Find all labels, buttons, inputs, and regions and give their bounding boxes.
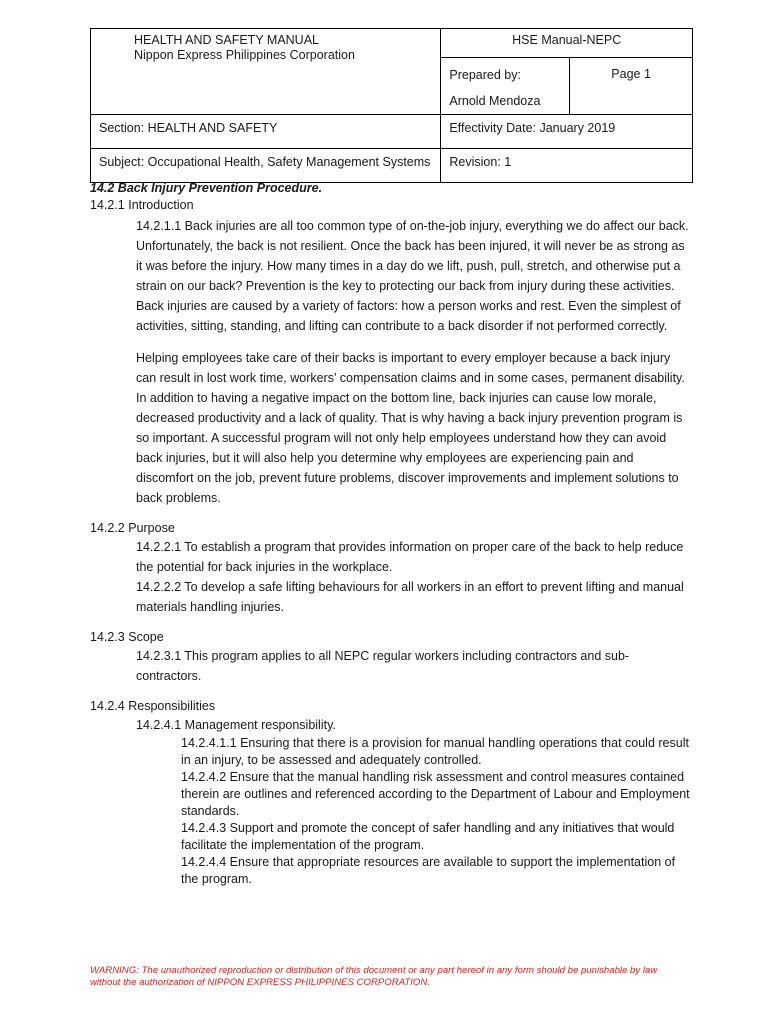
effectivity-cell <box>441 115 693 149</box>
section-title: 14.2 Back Injury Prevention Procedure. <box>90 181 323 195</box>
scope-item-1: 14.2.3.1 This program applies to all NEPC regular workers including contractors and sub-contractors. <box>136 649 630 683</box>
prepared-by-name: Arnold Mendoza <box>449 94 541 108</box>
prepared-by-cell <box>441 58 570 115</box>
section-cell <box>91 115 441 149</box>
management-responsibility: 14.2.4.1 Management responsibility. <box>136 718 336 732</box>
company-name: Nippon Express Philippines Corporation <box>134 48 355 62</box>
document-body <box>90 180 690 888</box>
title-cell <box>91 29 441 115</box>
responsibilities-heading: 14.2.4 Responsibilities <box>90 699 216 713</box>
manual-title: HEALTH AND SAFETY MANUAL <box>134 33 319 47</box>
subject-label: Subject: Occupational Health, Safety Management Systems <box>99 155 431 169</box>
responsibility-item-4: 14.2.4.4 Ensure that appropriate resources are available to support the implementation of the program. <box>181 855 676 886</box>
page-number: Page 1 <box>611 67 651 81</box>
intro-heading: 14.2.1 Introduction <box>90 198 194 212</box>
revision-label: Revision: 1 <box>449 155 512 169</box>
intro-paragraph-2: Helping employees take care of their backs is important to every employer because a back injury can result in lost work time, workers’ compensation claims and in some cases, permanent disability. In addition to having a negative impact on the bottom line, back injuries can cause low morale, decreased productivity and a lack of quality. That is why having a back injury prevention program is so important. A successful program will not only help employees understand how they can avoid back injuries, but it will also help you determine why employees are experiencing pain and discomfort on the job, prevent future problems, discover improvements and implement solutions to back problems. <box>136 351 685 505</box>
doc-code: HSE Manual-NEPC <box>512 33 622 47</box>
scope-heading: 14.2.3 Scope <box>90 630 164 644</box>
purpose-heading: 14.2.2 Purpose <box>90 521 175 535</box>
revision-cell <box>441 149 693 183</box>
doc-code-cell <box>441 29 693 58</box>
responsibility-item-3: 14.2.4.3 Support and promote the concept of safer handling and any initiatives that would facilitate the implementation of the program. <box>181 821 675 852</box>
responsibility-item-1: 14.2.4.1.1 Ensuring that there is a provision for manual handling operations that could result in an injury, to be assessed and adequately controlled. <box>181 736 689 767</box>
prepared-by-label: Prepared by: <box>449 68 521 82</box>
purpose-item-1: 14.2.2.1 To establish a program that provides information on proper care of the back to help reduce the potential for back injuries in the workplace. <box>136 540 684 574</box>
section-label: Section: HEALTH AND SAFETY <box>99 121 278 135</box>
purpose-item-2: 14.2.2.2 To develop a safe lifting behaviours for all workers in an effort to prevent lifting and manual materials handling injuries. <box>136 580 684 614</box>
effectivity-date: Effectivity Date: January 2019 <box>449 121 616 135</box>
copyright-warning: WARNING: The unauthorized reproduction or distribution of this document or any part hereof in any form should be punishable by law without the authorization of NIPPON EXPRESS PHILIPPINES CORPORATION. <box>90 965 658 988</box>
responsibility-item-2: 14.2.4.2 Ensure that the manual handling risk assessment and control measures contained therein are outlines and referenced according to the Department of Labour and Employment standards. <box>181 770 690 818</box>
page-cell <box>570 58 693 115</box>
document-header-table <box>90 28 693 183</box>
subject-cell <box>91 149 441 183</box>
intro-paragraph-1: 14.2.1.1 Back injuries are all too common type of on-the-job injury, everything we do affect our back. Unfortunately, the back is not resilient. Once the back has been injured, it will never be as strong as it was before the injury. How many times in a day do we lift, push, pull, stretch, and otherwise put a strain on our back? Prevention is the key to protecting our back from injury during these activities. Back injuries are caused by a variety of factors: how a person works and rest. Even the simplest of activities, sitting, standing, and lifting can contribute to a back disorder if not performed correctly. <box>136 219 689 333</box>
